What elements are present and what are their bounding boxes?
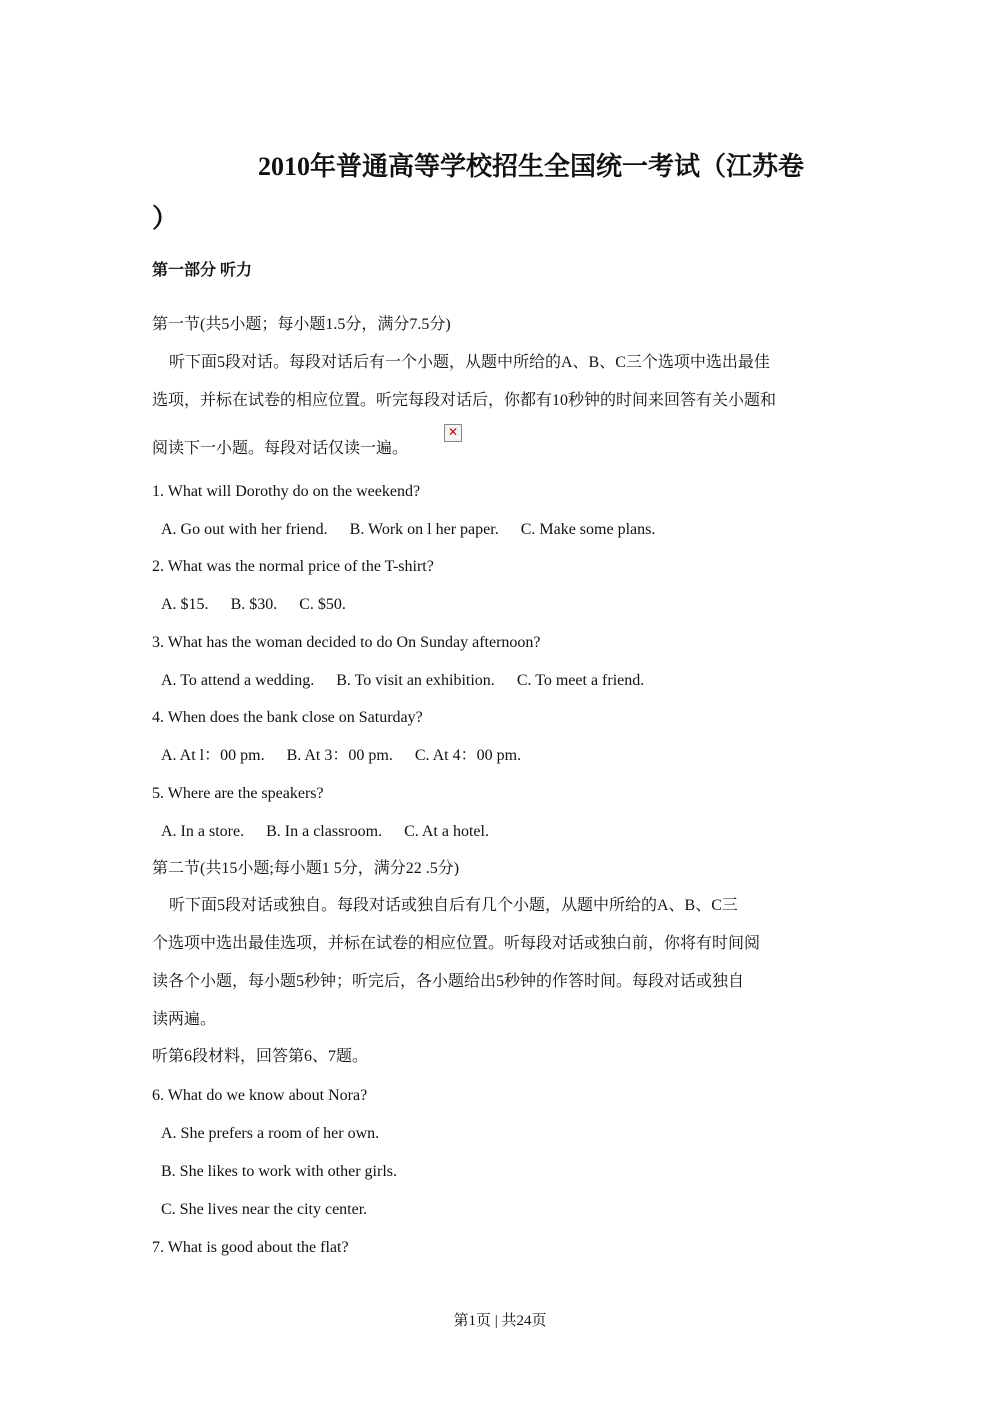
question-6-option-a: A. She prefers a room of her own. [161, 1125, 380, 1142]
option-a: A. To attend a wedding. [161, 672, 315, 689]
section2-instructions-line1: 听下面5段对话或独自。每段对话或独自后有几个小题，从题中所给的A、B、C三 [169, 897, 738, 914]
question-6-option-c: C. She lives near the city center. [161, 1201, 368, 1218]
question-2-options [161, 594, 364, 616]
option-b: B. $30. [230, 596, 278, 613]
section1-instructions-line1: 听下面5段对话。每段对话后有一个小题，从题中所给的A、B、C三个选项中选出最佳 [169, 354, 770, 371]
option-b: B. To visit an exhibition. [336, 672, 495, 689]
section1-instructions-line2: 选项，并标在试卷的相应位置。听完每段对话后，你都有10秒钟的时间来回答有关小题和 [152, 392, 777, 409]
option-b: B. Work on l her paper. [349, 521, 499, 538]
question-2: 2. What was the normal price of the T-shirt? [152, 558, 434, 575]
option-a: A. Go out with her friend. [161, 521, 328, 538]
section2-instructions-line2: 个选项中选出最佳选项，并标在试卷的相应位置。听每段对话或独白前，你将有时间阅 [152, 935, 761, 952]
question-7: 7. What is good about the flat? [152, 1239, 349, 1256]
question-5: 5. Where are the speakers? [152, 785, 324, 802]
section2-heading: 第二节(共15小题;每小题1 5分，满分22 .5分) [152, 860, 460, 877]
option-c: C. At 4：00 pm. [414, 747, 522, 764]
option-c: C. $50. [299, 596, 346, 613]
section2-instructions-line4: 读两遍。 [152, 1011, 217, 1028]
question-4: 4. When does the bank close on Saturday? [152, 709, 423, 726]
section1-heading: 第一节(共5小题；每小题1.5分，满分7.5分) [152, 316, 451, 333]
question-4-options [161, 745, 539, 767]
option-a: A. At l：00 pm. [161, 747, 265, 764]
question-1-options [161, 519, 673, 541]
option-b: B. At 3：00 pm. [286, 747, 393, 764]
document-title: 2010年普通高等学校招生全国统一考试（江苏卷 [258, 152, 805, 181]
option-c: C. Make some plans. [520, 521, 656, 538]
part-heading: 第一部分 听力 [152, 262, 253, 279]
page-footer: 第1页 | 共24页 [453, 1313, 547, 1329]
option-c: C. At a hotel. [404, 823, 489, 840]
material-note: 听第6段材料，回答第6、7题。 [152, 1048, 369, 1065]
option-c: C. To meet a friend. [516, 672, 645, 689]
question-3: 3. What has the woman decided to do On Sunday afternoon? [152, 634, 541, 651]
option-a: A. In a store. [161, 823, 245, 840]
question-1: 1. What will Dorothy do on the weekend? [152, 483, 421, 500]
question-3-options [161, 670, 662, 692]
option-a: A. $15. [161, 596, 209, 613]
question-6: 6. What do we know about Nora? [152, 1087, 368, 1104]
broken-image-icon [444, 424, 462, 442]
section1-instructions-line3: 阅读下一小题。每段对话仅读一遍。 [152, 440, 409, 457]
question-6-option-b: B. She likes to work with other girls. [161, 1163, 397, 1180]
option-b: B. In a classroom. [266, 823, 383, 840]
document-title-continuation: ） [152, 204, 179, 233]
question-5-options [161, 821, 507, 843]
section2-instructions-line3: 读各个小题，每小题5秒钟；听完后，各小题给出5秒钟的作答时间。每段对话或独自 [152, 973, 745, 990]
